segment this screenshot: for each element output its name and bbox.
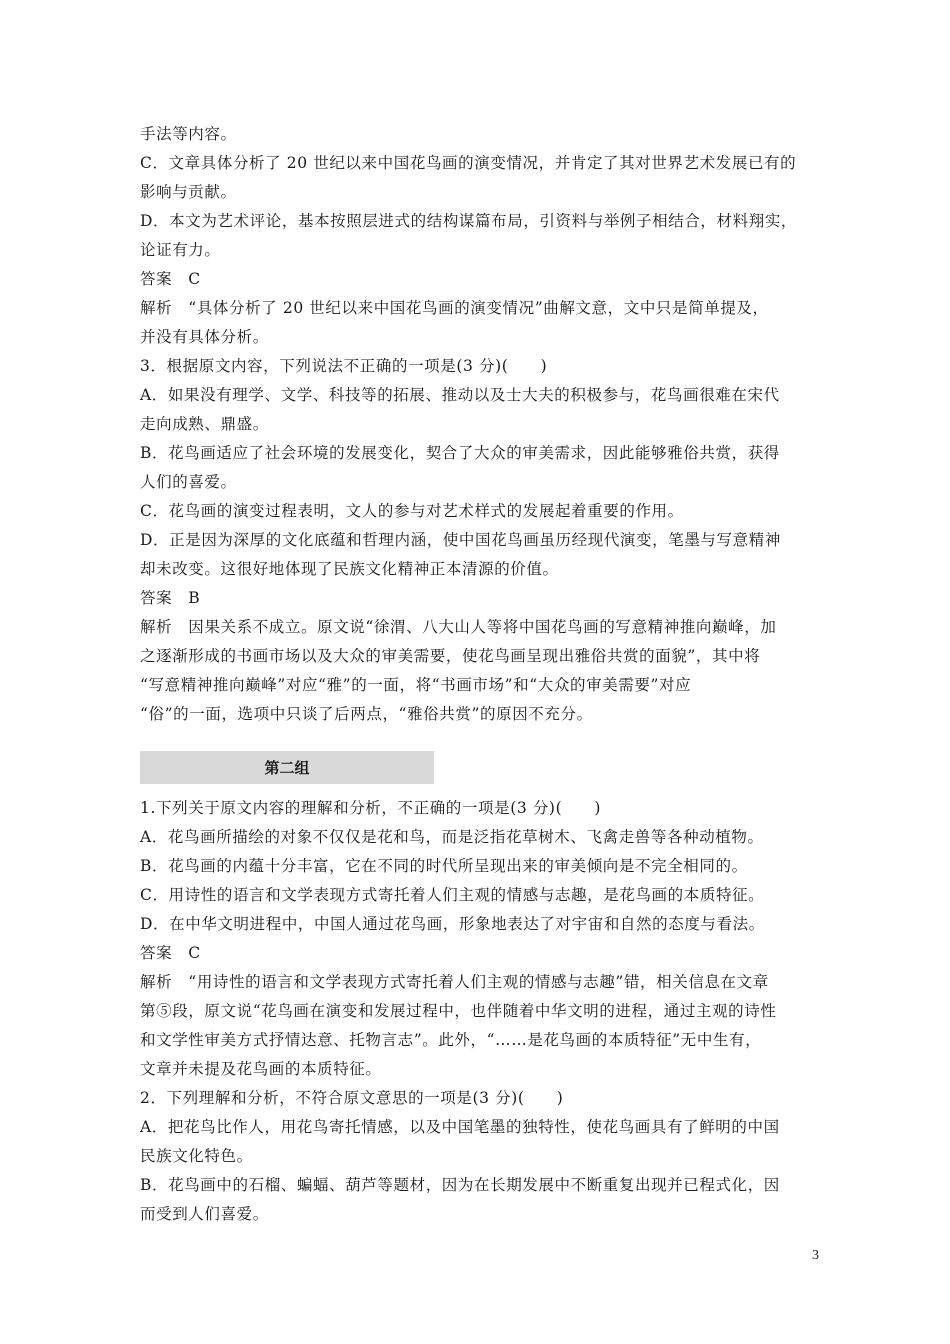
text-line: 第⑤段，原文说“花鸟画在演变和发展过程中，也伴随着中华文明的进程，通过主观的诗性 xyxy=(140,1002,777,1020)
section-header-bar xyxy=(140,751,434,784)
text-line: 论证有力。 xyxy=(140,241,221,259)
text-line: C．文章具体分析了 20 世纪以来中国花鸟画的演变情况，并肯定了其对世界艺术发展已有的 xyxy=(140,154,797,172)
text-line: D．正是因为深厚的文化底蕴和哲理内涵，使中国花鸟画虽历经现代演变，笔墨与写意精神 xyxy=(140,531,781,549)
text-line: 答案 C xyxy=(140,944,201,962)
text-line: B．花鸟画的内蕴十分丰富，它在不同的时代所呈现出来的审美倾向是不完全相同的。 xyxy=(140,857,748,875)
section-title: 第二组 xyxy=(264,759,310,777)
text-line: 和文学性审美方式抒情达意、托物言志”。此外，“……是花鸟画的本质特征”无中生有， xyxy=(140,1031,762,1049)
text-line: 2．下列理解和分析，不符合原文意思的一项是(3 分)( ) xyxy=(140,1089,564,1107)
page-number: 3 xyxy=(812,1248,819,1263)
text-line: C．花鸟画的演变过程表明，文人的参与对艺术样式的发展起着重要的作用。 xyxy=(140,502,684,520)
text-line: D．本文为艺术评论，基本按照层进式的结构谋篇布局，引资料与举例子相结合，材料翔实， xyxy=(140,212,798,230)
text-line: 却未改变。这很好地体现了民族文化精神正本清源的价值。 xyxy=(140,560,559,578)
text-line: 并没有具体分析。 xyxy=(140,328,269,346)
text-line: C．用诗性的语言和文学表现方式寄托着人们主观的情感与志趣，是花鸟画的本质特征。 xyxy=(140,886,765,904)
text-line: 之逐渐形成的书画市场以及大众的审美需要，使花鸟画呈现出雅俗共赏的面貌”，其中将 xyxy=(140,647,761,665)
text-line: 而受到人们喜爱。 xyxy=(140,1205,269,1223)
text-line: 文章并未提及花鸟画的本质特征。 xyxy=(140,1060,382,1078)
text-line: 答案 B xyxy=(140,589,201,607)
text-line: 影响与贡献。 xyxy=(140,183,237,201)
text-line: 答案 C xyxy=(140,270,201,288)
text-line: 解析 因果关系不成立。原文说“徐渭、八大山人等将中国花鸟画的写意精神推向巅峰，加 xyxy=(140,618,777,636)
section-part1 xyxy=(140,120,820,729)
text-line: 3．根据原文内容，下列说法不正确的一项是(3 分)( ) xyxy=(140,357,548,375)
text-line: 1.下列关于原文内容的理解和分析，不正确的一项是(3 分)( ) xyxy=(140,799,602,817)
text-line: A．花鸟画所描绘的对象不仅仅是花和鸟，而是泛指花草树木、飞禽走兽等各种动植物。 xyxy=(140,828,764,846)
text-line: A．把花鸟比作人，用花鸟寄托情感，以及中国笔墨的独特性，使花鸟画具有了鲜明的中国 xyxy=(140,1118,780,1136)
text-line: 解析 “用诗性的语言和文学表现方式寄托着人们主观的情感与志趣”错，相关信息在文章 xyxy=(140,973,769,991)
text-line: “俗”的一面，选项中只谈了后两点，“雅俗共赏”的原因不充分。 xyxy=(140,705,593,723)
text-line: 解析 “具体分析了 20 世纪以来中国花鸟画的演变情况”曲解文意，文中只是简单提及， xyxy=(140,299,769,317)
text-line: 民族文化特色。 xyxy=(140,1147,253,1165)
text-line: A．如果没有理学、文学、科技等的拓展、推动以及士大夫的积极参与，花鸟画很难在宋代 xyxy=(140,386,780,404)
text-line: B．花鸟画适应了社会环境的发展变化，契合了大众的审美需求，因此能够雅俗共赏，获得 xyxy=(140,444,780,462)
document-body xyxy=(140,120,820,1229)
text-line: 人们的喜爱。 xyxy=(140,473,237,491)
text-line: B．花鸟画中的石榴、蝙蝠、葫芦等题材，因为在长期发展中不断重复出现并已程式化，因 xyxy=(140,1176,780,1194)
text-line: 手法等内容。 xyxy=(140,125,237,143)
text-line: “写意精神推向巅峰”对应“雅”的一面，将“书画市场”和“大众的审美需要”对应 xyxy=(140,676,692,694)
text-line: D．在中华文明进程中，中国人通过花鸟画，形象地表达了对宇宙和自然的态度与看法。 xyxy=(140,915,765,933)
text-line: 走向成熟、鼎盛。 xyxy=(140,415,269,433)
section-part2 xyxy=(140,794,820,1229)
